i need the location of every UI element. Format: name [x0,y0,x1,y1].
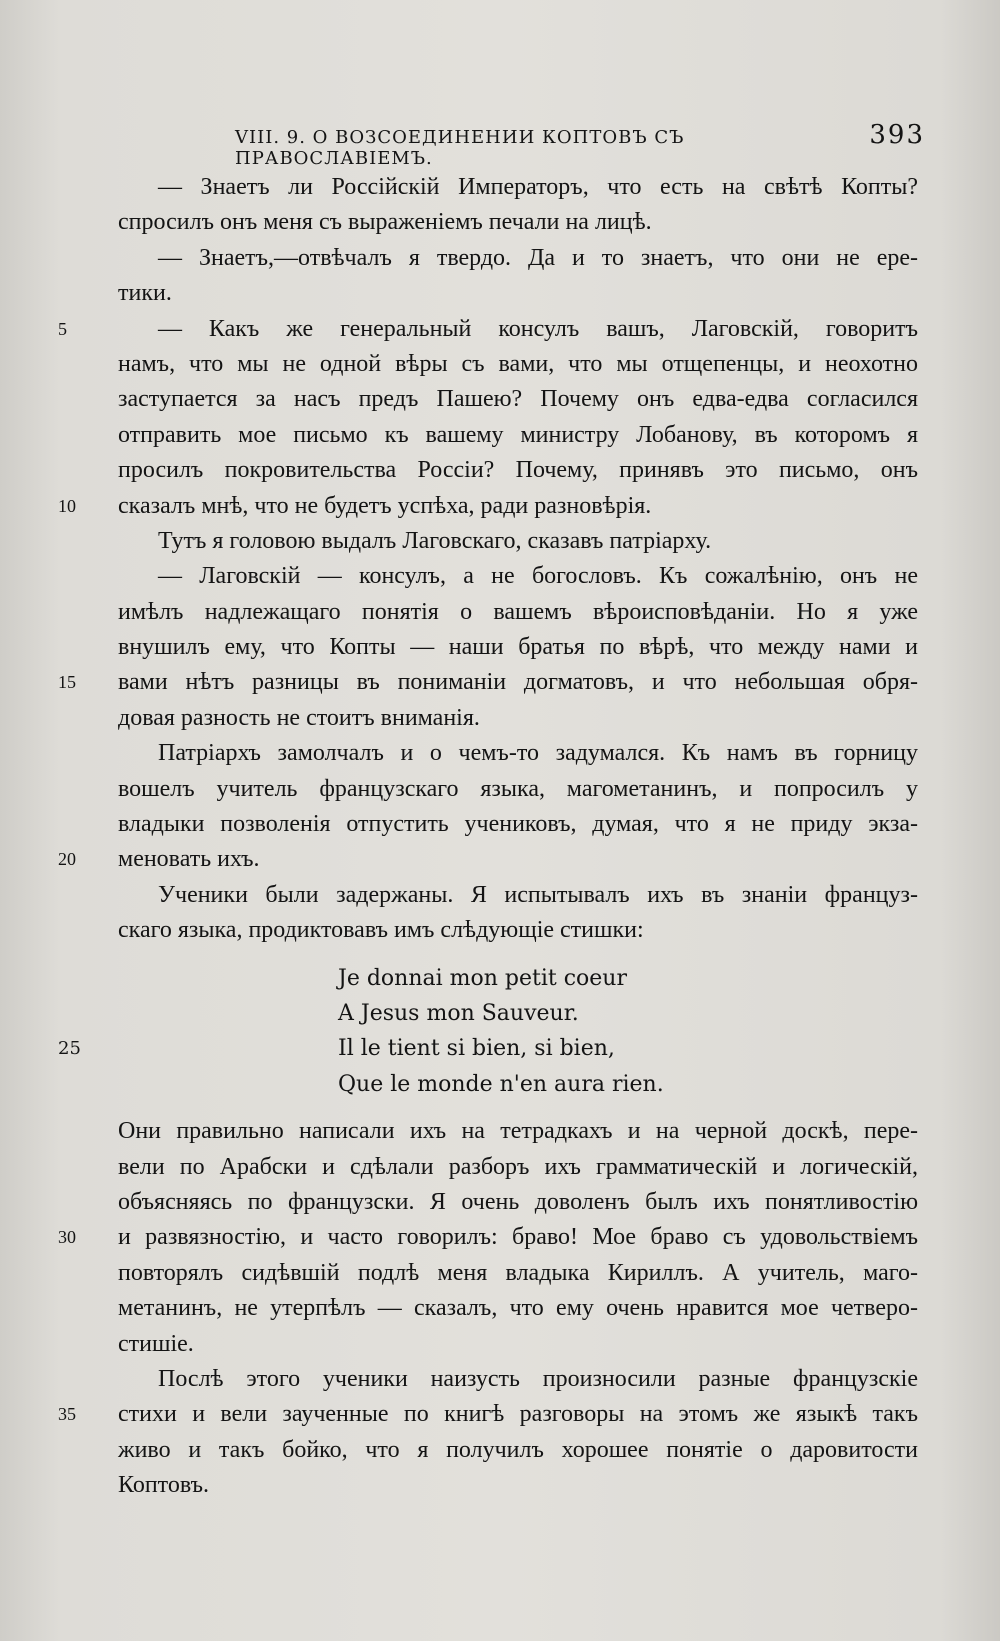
running-head: VIII. 9. О ВОЗСОЕДИНЕНИИ КОПТОВЪ СЪ ПРАВОСЛАВІЕМЪ. [235,127,685,169]
text-line-content: вошелъ учитель французскаго языка, магометанинъ, и попросилъ у [118,775,918,802]
text-line-content: отправить мое письмо къ вашему министру Лобанову, въ которомъ я [118,421,918,448]
text-line-content: объясняясь по французски. Я очень доволенъ былъ ихъ понятливостію [118,1188,918,1215]
line-number: 25 [58,1038,81,1060]
text-line-content: имѣлъ надлежащаго понятія о вашемъ вѣроисповѣданіи. Но я уже [118,598,918,625]
text-line [58,842,918,877]
text-line [118,1256,918,1291]
text-line-content: намъ, что мы не одной вѣры съ вами, что мы отщепенцы, и неохотно [118,350,918,377]
text-line [58,489,918,524]
text-line [118,630,918,665]
page-header [235,120,925,169]
text-line-content: довая разность не стоитъ вниманія. [118,704,480,731]
verse-line-text: Que le monde n'en aura rien. [338,1071,664,1097]
line-number: 5 [58,318,67,339]
text-line [118,1327,918,1362]
text-line [118,595,918,630]
line-number: 30 [58,1227,76,1248]
text-line-content: внушилъ ему, что Копты — наши братья по вѣрѣ, что между нами и [118,634,918,661]
line-number: 35 [58,1404,76,1425]
text-line-content: тики. [118,280,172,307]
text-line-content: и развязностію, и часто говорилъ: браво! Мое браво съ удовольствіемъ [118,1224,918,1251]
text-line [118,878,918,913]
paragraph-block [58,1114,918,1503]
text-line [118,347,918,382]
poem-quatrain [58,961,918,1103]
text-line-content: просилъ покровительства Россіи? Почему, принявъ это письмо, онъ [118,457,918,484]
line-number: 20 [58,849,76,870]
text-line [118,418,918,453]
verse-line [338,961,918,996]
text-line [118,736,918,771]
text-line [118,382,918,417]
text-line [118,701,918,736]
text-line-content: Послѣ этого ученики наизусть произносили разные французскіе [158,1365,918,1392]
verse-line-text: Je donnai mon petit coeur [338,965,627,991]
verse-line-text: A Jesus mon Sauveur. [338,1000,579,1026]
page-number: 393 [869,120,925,150]
text-line [118,1468,918,1503]
text-line-content: Патріархъ замолчалъ и о чемъ-то задумался. Къ намъ въ горницу [158,740,918,767]
text-line [58,1397,918,1432]
text-line-content: — Лаговскій — консулъ, а не богословъ. Къ сожалѣнію, онъ не [158,563,918,590]
text-line [58,1220,918,1255]
text-line [58,312,918,347]
line-number: 10 [58,495,76,516]
text-line [118,559,918,594]
verse-line [58,1031,918,1066]
text-line [118,453,918,488]
text-line [118,772,918,807]
text-line [118,1433,918,1468]
text-line [118,524,918,559]
text-line [118,241,918,276]
text-line-content: — Какъ же генеральный консулъ вашъ, Лаговскій, говоритъ [158,315,918,342]
page-body [58,170,918,1503]
text-line [58,665,918,700]
text-line-content: владыки позволенія отпустить учениковъ, думая, что я не приду экза- [118,811,918,838]
text-line-content: повторялъ сидѣвшій подлѣ меня владыка Кириллъ. А учитель, маго- [118,1259,918,1286]
verse-line [338,996,918,1031]
text-line-content: Тутъ я головою выдалъ Лаговскаго, сказавъ патріарху. [158,527,712,554]
text-line-content: стихи и вели заученные по книгѣ разговоры на этомъ же языкѣ такъ [118,1401,918,1428]
text-line-content: вами нѣтъ разницы въ пониманіи догматовъ, и что небольшая обря- [118,669,918,696]
text-line [118,276,918,311]
text-line [118,913,918,948]
text-line-content: — Знаетъ,—отвѣчалъ я твердо. Да и то знаетъ, что они не ере- [158,244,918,271]
text-line-content: вели по Арабски и сдѣлали разборъ ихъ грамматическій и логическій, [118,1153,918,1180]
text-line-content: стишіе. [118,1330,194,1357]
text-line-content: меновать ихъ. [118,846,260,873]
text-line [118,1291,918,1326]
text-line-content: — Знаетъ ли Россійскій Императоръ, что есть на свѣтѣ Копты? [158,174,918,200]
text-line-content: Они правильно написали ихъ на тетрадкахъ и на черной доскѣ, пере- [118,1118,918,1145]
paragraph-block [58,170,918,949]
line-number: 15 [58,672,76,693]
text-line-content: метанинъ, не утерпѣлъ — сказалъ, что ему очень нравится мое четверо- [118,1295,918,1322]
text-line-content: Ученики были задержаны. Я испытывалъ ихъ въ знаніи француз- [158,881,918,908]
text-line-content: сказалъ мнѣ, что не будетъ успѣха, ради разновѣрія. [118,492,652,519]
text-line [118,1114,918,1149]
text-line-content: скаго языка, продиктовавъ имъ слѣдующіе стишки: [118,917,644,944]
text-line [118,205,918,240]
text-line-content: живо и такъ бойко, что я получилъ хорошее понятіе о даровитости [118,1436,918,1463]
verse-line [338,1067,918,1102]
verse-line-text: Il le tient si bien, si bien, [338,1036,615,1062]
text-line [118,170,918,205]
text-line [118,1150,918,1185]
text-line [118,1362,918,1397]
text-line [118,1185,918,1220]
text-line-content: заступается за насъ предъ Пашею? Почему онъ едва-едва согласился [118,386,918,413]
text-line-content: спросилъ онъ меня съ выраженіемъ печали на лицѣ. [118,209,652,236]
text-line [118,807,918,842]
text-line-content: Коптовъ. [118,1472,209,1499]
